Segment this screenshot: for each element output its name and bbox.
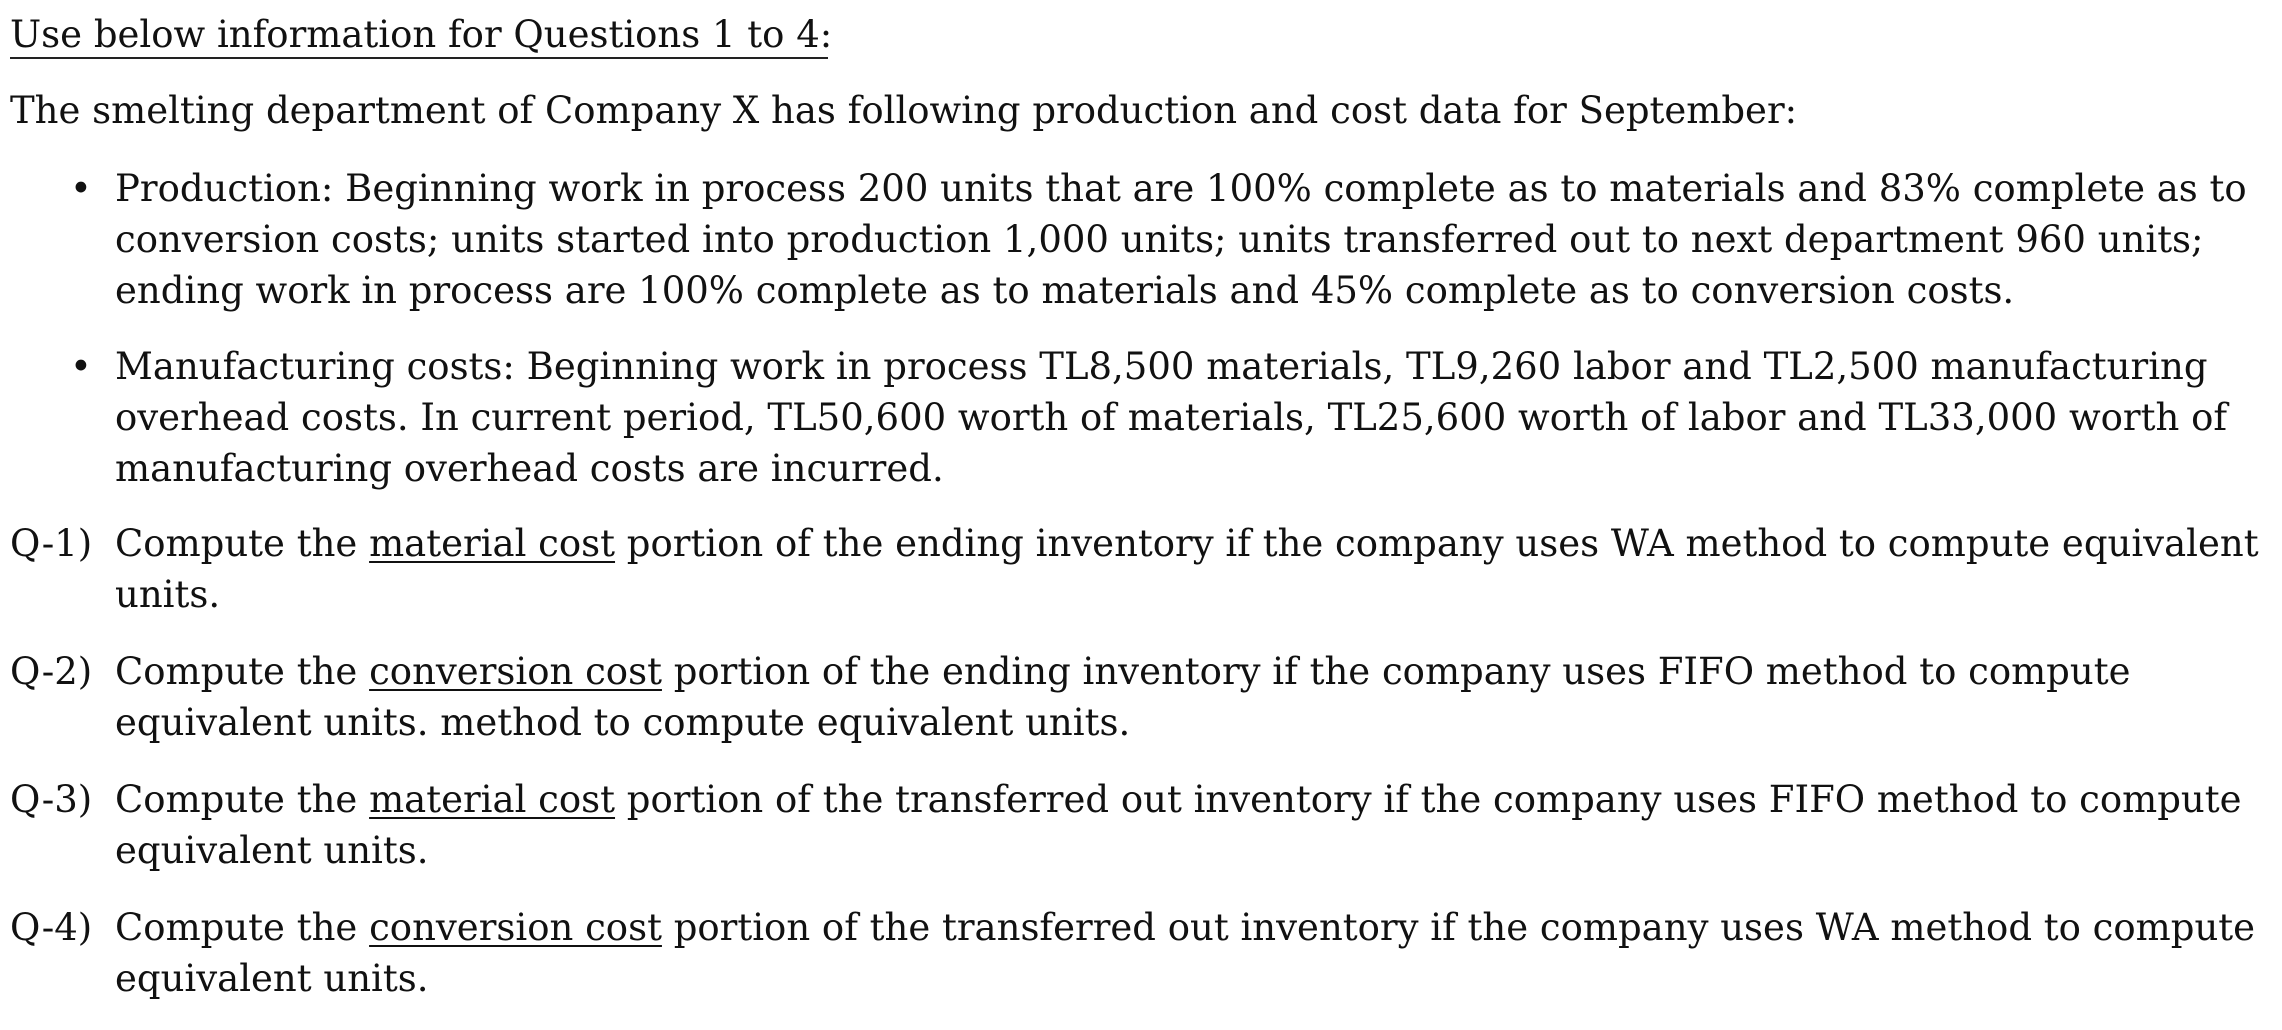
question-2-pre: Compute the: [115, 650, 370, 693]
question-2-post: portion of the ending inventory if the company uses FIFO method to compute equivalent units. method to compute equivalent units.: [115, 650, 2131, 744]
section-heading: Use below information for Questions 1 to 4:: [10, 13, 833, 56]
intro-paragraph: The smelting department of Company X has following production and cost data for September:: [10, 89, 1798, 132]
question-1-emphasis: material cost: [369, 522, 616, 565]
bullet-dot-icon: •: [70, 167, 92, 210]
question-3-pre: Compute the: [115, 778, 370, 821]
question-4-pre: Compute the: [115, 906, 370, 949]
question-1: [0, 518, 2265, 620]
question-4: [0, 902, 2265, 1004]
heading-underline: [10, 57, 828, 59]
question-4-emphasis: conversion cost: [369, 906, 662, 949]
bullet-manufacturing-costs: [0, 341, 2255, 494]
question-list: [0, 518, 2282, 1030]
bullet-dot-icon: •: [70, 345, 92, 388]
question-4-post: portion of the transferred out inventory if the company uses WA method to compute equivalent units.: [115, 906, 2256, 1000]
question-1-post: portion of the ending inventory if the company uses WA method to compute equivalent units.: [115, 522, 2259, 616]
question-4-label: Q-4): [10, 906, 93, 949]
question-3-emphasis: material cost: [369, 778, 616, 821]
question-3-post: portion of the transferred out inventory if the company uses FIFO method to compute equivalent units.: [115, 778, 2242, 872]
question-1-pre: Compute the: [115, 522, 370, 565]
question-3-label: Q-3): [10, 778, 93, 821]
question-1-label: Q-1): [10, 522, 93, 565]
question-2: [0, 646, 2265, 748]
data-bullet-list: [0, 163, 2282, 519]
bullet-production: [0, 163, 2255, 316]
question-2-emphasis: conversion cost: [369, 650, 662, 693]
bullet-manufacturing-costs-text: Manufacturing costs: Beginning work in process TL8,500 materials, TL9,260 labor and TL2,500 manufacturing overhead costs. In current period, TL50,600 worth of materials, TL25,600 worth of labor and TL33,000 worth of manufacturing overhead costs are incurred.: [115, 345, 2228, 490]
question-3: [0, 774, 2265, 876]
question-2-label: Q-2): [10, 650, 93, 693]
bullet-production-text: Production: Beginning work in process 200 units that are 100% complete as to materials and 83% complete as to conversion costs; units started into production 1,000 units; units transferred out to next department 960 units; ending work in process are 100% complete as to materials and 45% complete as to conversion costs.: [115, 167, 2247, 312]
